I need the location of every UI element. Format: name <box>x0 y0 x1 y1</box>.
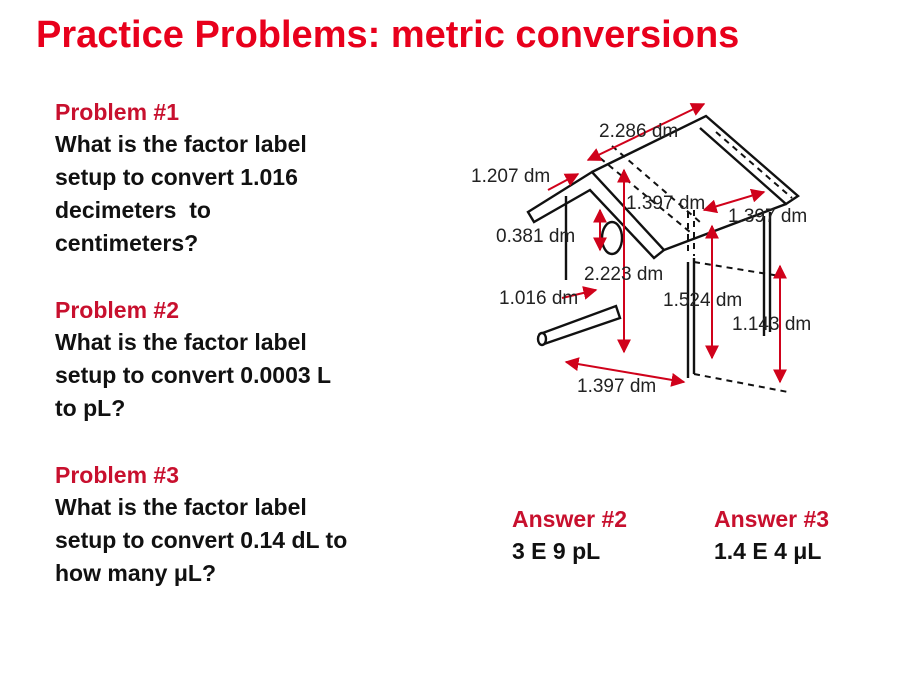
problem-1-heading: Problem #1 <box>55 99 179 125</box>
label-front-height: 2.223 dm <box>584 264 664 285</box>
slide-title: Practice Problems: metric conversions <box>36 14 740 56</box>
label-side-height: 1.143 dm <box>732 314 812 335</box>
label-hole-diameter: 0.381 dm <box>496 226 576 247</box>
problem-3-line-2: setup to convert 0.14 dL to <box>55 527 348 553</box>
label-perch-height: 1.016 dm <box>499 288 579 309</box>
problem-2-line-3: to pL? <box>55 395 126 421</box>
answer-2-heading: Answer #2 <box>512 506 628 532</box>
answer-3-value: 1.4 E 4 μL <box>714 538 822 564</box>
label-roof-depth: 1.397 dm <box>626 193 706 214</box>
problem-2-heading: Problem #2 <box>55 297 179 323</box>
problem-2-line-1: What is the factor label <box>55 329 307 355</box>
problem-1-line-2: setup to convert 1.016 <box>55 164 298 190</box>
problem-3-heading: Problem #3 <box>55 462 179 488</box>
answer-2-value: 3 E 9 pL <box>512 538 601 564</box>
birdhouse-outline <box>528 116 798 378</box>
answer-3-heading: Answer #3 <box>714 506 830 532</box>
label-base-width: 1.397 dm <box>577 376 657 397</box>
problem-2-line-2: setup to convert 0.0003 L <box>55 362 332 388</box>
problem-1-line-1: What is the factor label <box>55 131 307 157</box>
problem-1-line-3: decimeters to <box>55 197 211 223</box>
problem-3-line-1: What is the factor label <box>55 494 307 520</box>
label-back-height: 1.524 dm <box>663 290 743 311</box>
problem-3-line-3: how many μL? <box>55 560 217 586</box>
dimension-arrows <box>548 104 780 382</box>
label-roof-length: 2.286 dm <box>599 121 679 142</box>
label-roof-side: 1.397 dm <box>728 206 808 227</box>
problem-1-line-4: centimeters? <box>55 230 199 256</box>
label-roof-overhang: 1.207 dm <box>471 166 551 187</box>
